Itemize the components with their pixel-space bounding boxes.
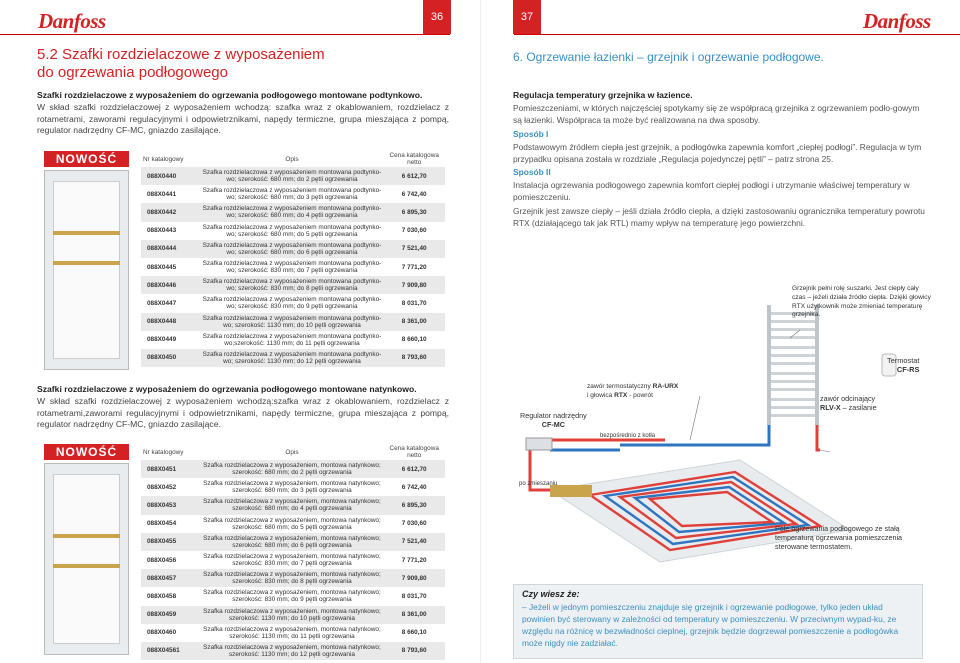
desc-cell: Szafka rozdzielaczowa z wyposażeniem, montowa natynkowo; szerokość: 680 mm; do 6 pętli ogrzewania [201, 533, 384, 551]
table-row [141, 349, 445, 367]
table-row [141, 258, 445, 276]
brand-logo: Danfoss [38, 9, 106, 33]
price-cell: 8 793,60 [383, 349, 445, 367]
code-cell: 088X0453 [141, 496, 201, 514]
desc-cell: Szafka rozdzielaczowa z wyposażeniem, montowa natynkowo; szerokość: 1130 mm; do 11 pętli ogrzewania [203, 625, 381, 640]
col-desc: Opis [201, 444, 384, 460]
table-row [141, 496, 445, 514]
desc-cell: Szafka rozdzielaczowa z wyposażeniem, montowa natynkowo; szerokość: 680 mm; do 3 pętli ogrzewania [203, 480, 381, 495]
page-title-line2: do ogrzewania podłogowego [37, 64, 228, 81]
price-cell: 6 612,70 [383, 460, 445, 478]
regulator-text: Regulator nadrzędny [520, 411, 587, 420]
table-row [141, 167, 445, 185]
table-row [141, 185, 445, 203]
desc-cell: Szafka rozdzielaczowa z wyposażeniem montowana podtynko-wo; szerokość: 680 mm; do 4 pętli ogrzewania [201, 203, 384, 221]
code-cell: 088X0451 [141, 460, 201, 478]
code-cell: 088X0450 [141, 349, 201, 367]
brand-logo: Danfoss [863, 9, 931, 33]
desc-cell: Szafka rozdzielaczowa z wyposażeniem montowana podtynko-wo; szerokość: 830 mm; do 8 pętli ogrzewania [201, 276, 384, 294]
thermostat-label-text: Termostat [887, 356, 920, 365]
price-cell: 7 521,40 [383, 533, 445, 551]
table-row [141, 606, 445, 624]
way2-title: Sposób II [513, 167, 551, 177]
col-price: Cena katalogowa netto [383, 151, 445, 167]
code-cell: 088X0456 [147, 556, 177, 564]
page-title-line1: 5.2 Szafki rozdzielaczowe z wyposażeniem [37, 46, 325, 63]
manifold-bar [53, 534, 120, 538]
price-cell: 8 660,10 [401, 629, 427, 637]
header-rule [0, 34, 450, 35]
table-row [141, 331, 445, 349]
table-row [141, 515, 445, 533]
table-row [141, 203, 445, 221]
col-code: Nr katalogowy [141, 151, 201, 167]
manifold-bar [53, 231, 120, 235]
new-badge: NOWOŚĆ [44, 151, 129, 167]
code-cell: 088X0444 [141, 240, 201, 258]
price-cell: 8 031,70 [401, 299, 427, 307]
code-cell: 088X0449 [147, 336, 177, 344]
page-number: 36 [423, 0, 451, 34]
table-row [141, 587, 445, 605]
shutoff-text: zawór odcinający [820, 394, 876, 403]
col-desc: Opis [201, 151, 384, 167]
intro-text: Pomieszczeniami, w których najczęściej spotykamy się ze współpracą grzejnika z ogrzewaniem podło-gowym są łazienki. Współpraca ta może być realizowana na dwa sposoby. [513, 103, 920, 125]
desc-cell: Szafka rozdzielaczowa z wyposażeniem, montowa natynkowo; szerokość: 830 mm; do 8 pętli ogrzewania [201, 569, 384, 587]
desc-cell: Szafka rozdzielaczowa z wyposażeniem montowana podtynko-wo; szerokość: 1130 mm; do 12 pętli ogrzewania [201, 349, 384, 367]
thermostat-model: CF-RS [896, 364, 920, 374]
table-row [141, 460, 445, 478]
price-cell: 6 895,30 [383, 496, 445, 514]
code-cell: 088X0442 [141, 203, 201, 221]
desc-cell: Szafka rozdzielaczowa z wyposażeniem montowana podtynko-wo; szerokość: 680 mm; do 6 pętli ogrzewania [201, 240, 384, 258]
shutoff-post: – zasilanie [840, 402, 877, 412]
price-cell: 6 895,30 [383, 203, 445, 221]
code-cell: 088X0458 [147, 592, 177, 600]
code-cell: 088X0457 [141, 569, 201, 587]
price-cell: 6 742,40 [401, 190, 427, 198]
catalog-table-flush [141, 151, 445, 367]
way1-title: Sposób I [513, 129, 549, 139]
manifold-label: po zmieszaniu [519, 481, 558, 487]
supply-pipe [817, 425, 820, 450]
desc-cell: Szafka rozdzielaczowa z wyposażeniem, montowa natynkowo; szerokość: 830 mm; do 9 pętli ogrzewania [203, 589, 381, 604]
price-cell: 7 521,40 [383, 240, 445, 258]
price-cell: 8 660,10 [401, 336, 427, 344]
floor-note: Pole ogrzewania podłogowego ze stałą temperaturą ogrzewania pomieszczenia sterowane termostatem. [775, 524, 903, 551]
way2-text: Instalacja ogrzewania podłogowego zapewnia komfort ciepłej podłogi i utrzymanie właściwej temperatury w pomieszczeniu. [513, 180, 910, 202]
valve-model: RA-URX [652, 383, 679, 390]
cabinet-interior [53, 474, 120, 644]
col-code: Nr katalogowy [141, 444, 201, 460]
shutoff-label [820, 395, 877, 413]
way2-text2: Grzejnik jest zawsze ciepły – jeśli działa źródło ciepła, a dzięki zastosowaniu ogranicznika temperatury powrotu RTX (działającego tak jak RTL) mamy wpływ na temperaturę jego powierzchni. [513, 206, 925, 228]
desc-cell: Szafka rozdzielaczowa z wyposażeniem, montowa natynkowo; szerokość: 680 mm; do 2 pętli ogrzewania [201, 460, 384, 478]
regulator-model: CF-MC [541, 419, 565, 429]
price-cell: 8 361,00 [383, 606, 445, 624]
price-cell: 7 030,60 [401, 520, 427, 528]
price-cell: 7 909,80 [383, 276, 445, 294]
table-row [141, 551, 445, 569]
way1-text: Podstawowym źródłem ciepła jest grzejnik, a podłogówka zapewnia komfort „ciepłej podłogi”. Regulacja w tym przypadku opisana została w rozdziale „Regulacja pojedynczej pętli” – patrz strona 25. [513, 142, 922, 164]
valve-mid: i głowica [587, 391, 615, 399]
table-row [141, 642, 445, 660]
head-model: RTX [614, 391, 628, 399]
price-cell: 7 909,80 [383, 569, 445, 587]
code-cell: 088X0448 [141, 313, 201, 331]
direct-label: bezpośrednio z kotła [600, 433, 656, 439]
code-cell: 088X0460 [147, 629, 177, 637]
code-cell: 088X0441 [147, 190, 177, 198]
page-number: 37 [513, 0, 541, 34]
code-cell: 088X0446 [141, 276, 201, 294]
price-cell: 7 030,60 [401, 227, 427, 235]
desc-cell: Szafka rozdzielaczowa z wyposażeniem montowana podtynko-wo; szerokość: 1130 mm; do 10 pętli ogrzewania [201, 313, 384, 331]
section1-text: W skład szafki rozdzielaczowej z wyposażeniem wchodzą: szafka wraz z okablowaniem, rozdzielacz z rotametrami, zaworami regulacyjnymi i odpowietrznikami, napędy termiczne, grupa mieszająca z pompą, regulator nadrzędny CF-MC, gniazdo zasilające. [37, 102, 449, 135]
shutoff-model: RLV-X [820, 402, 841, 412]
table-row [141, 313, 445, 331]
table-row [141, 569, 445, 587]
cabinet-image-surface [44, 463, 129, 655]
code-cell: 088X0459 [141, 606, 201, 624]
new-badge: NOWOŚĆ [44, 444, 129, 460]
manifold-bar [53, 564, 120, 568]
desc-cell: Szafka rozdzielaczowa z wyposażeniem, montowa natynkowo; szerokość: 830 mm; do 7 pętli ogrzewania [203, 553, 381, 568]
code-cell: 088X0455 [141, 533, 201, 551]
manifold-bar [53, 261, 120, 265]
code-cell: 088X0445 [147, 263, 177, 271]
desc-cell: Szafka rozdzielaczowa z wyposażeniem, montowa natynkowo; szerokość: 680 mm; do 4 pętli ogrzewania [201, 496, 384, 514]
did-you-know-box [513, 584, 923, 659]
price-cell: 8 793,60 [383, 642, 445, 660]
table-row [141, 478, 445, 496]
desc-cell: Szafka rozdzielaczowa z wyposażeniem montowana podtynko-wo; szerokość: 680 mm; do 2 pętli ogrzewania [201, 167, 384, 185]
price-cell: 7 771,20 [401, 556, 427, 564]
code-cell: 088X0440 [141, 167, 201, 185]
regulator-label [520, 412, 587, 430]
desc-cell: Szafka rozdzielaczowa z wyposażeniem montowana podtynko-wo; szerokość: 680 mm; do 3 pętli ogrzewania [202, 187, 382, 202]
price-cell: 7 771,20 [401, 263, 427, 271]
code-cell: 088X0447 [147, 299, 177, 307]
code-cell: 088X04561 [141, 642, 201, 660]
fact-title: Czy wiesz że: [522, 589, 580, 599]
section1-heading: Szafki rozdzielaczowe z wyposażeniem do ogrzewania podłogowego montowane podtynkowo. [37, 90, 423, 100]
col-price: Cena katalogowa netto [383, 444, 445, 460]
desc-cell: Szafka rozdzielaczowa z wyposażeniem, montowa natynkowo; szerokość: 1130 mm; do 12 pętli ogrzewania [201, 642, 384, 660]
right-subhead: Regulacja temperatury grzejnika w łazience. [513, 90, 693, 100]
price-cell: 8 361,00 [383, 313, 445, 331]
table-row [141, 294, 445, 312]
table-row [141, 222, 445, 240]
cabinet-image-flush [44, 170, 129, 370]
desc-cell: Szafka rozdzielaczowa z wyposażeniem montowana podtynko-wo; szerokość: 830 mm; do 9 pętli ogrzewania [202, 296, 382, 311]
code-cell: 088X0454 [147, 520, 177, 528]
table-row [141, 276, 445, 294]
section2-heading: Szafki rozdzielaczowe z wyposażeniem do ogrzewania podłogowego montowane natynkowo. [37, 384, 417, 394]
table-row [141, 240, 445, 258]
price-cell: 6 742,40 [401, 483, 427, 491]
table-row [141, 533, 445, 551]
valve-pre: zawór termostatyczny [587, 383, 653, 390]
price-cell: 6 612,70 [383, 167, 445, 185]
towel-radiator [767, 305, 819, 425]
code-cell: 088X0452 [147, 483, 177, 491]
cabinet-interior [53, 181, 120, 359]
desc-cell: Szafka rozdzielaczowa z wyposażeniem montowana podtynko-wo; szerokość: 680 mm; do 5 pętli ogrzewania [202, 223, 382, 238]
regulator-box [526, 438, 552, 450]
header-rule [514, 34, 960, 35]
valve-post: - powrót [627, 391, 653, 399]
code-cell: 088X0443 [147, 227, 177, 235]
table-row [141, 624, 445, 642]
desc-cell: Szafka rozdzielaczowa z wyposażeniem, montowa natynkowo; szerokość: 1130 mm; do 10 pętli ogrzewania [201, 606, 384, 624]
thermostat-label [887, 357, 919, 375]
right-page-title: 6. Ogrzewanie łazienki – grzejnik i ogrzewanie podłogowe. [513, 50, 824, 64]
radiator-note: Grzejnik pełni rolę suszarki. Jest ciepły cały czas – jeżeli działa źródło ciepła. Dzięki głowicy RTX użytkownik może zmieniać temperaturę grzejnika. [792, 285, 931, 319]
section2-text: W skład szafki rozdzielaczowej z wyposażeniem wchodzą:szafka wraz z okablowaniem, rozdzielacz z rotametrami,zaworami regulacyjnymi i odpowietrznikami, napędy termiczne, grupa mieszająca z pompą, regulator nadrzędny CF-MC, gniazdo zasilające. [37, 396, 449, 429]
desc-cell: Szafka rozdzielaczowa z wyposażeniem montowana podtynko-wo; szerokość: 830 mm; do 7 pętli ogrzewania [202, 260, 382, 275]
price-cell: 8 031,70 [401, 592, 427, 600]
catalog-table-surface [141, 444, 445, 660]
valve-label [587, 383, 727, 401]
desc-cell: Szafka rozdzielaczowa z wyposażeniem montowana podtynko-wo;szerokość: 1130 mm; do 11 pętli ogrzewania [202, 332, 382, 347]
fact-text: – Jeżeli w jednym pomieszczeniu znajduje się grzejnik i ogrzewanie podłogowe, tylko jeden układ powinien być sterowany w zależności od temperatury w pomieszczeniu. W przeciwnym wypad-ku, ze względu na różnicę w bezwładności cieplnej, grzejnik będzie dogrzewał pomieszczenie a podłogówka może nigdy nie zadziałać. [522, 602, 899, 648]
desc-cell: Szafka rozdzielaczowa z wyposażeniem, montowa natynkowo; szerokość: 680 mm; do 5 pętli ogrzewania [203, 516, 381, 531]
